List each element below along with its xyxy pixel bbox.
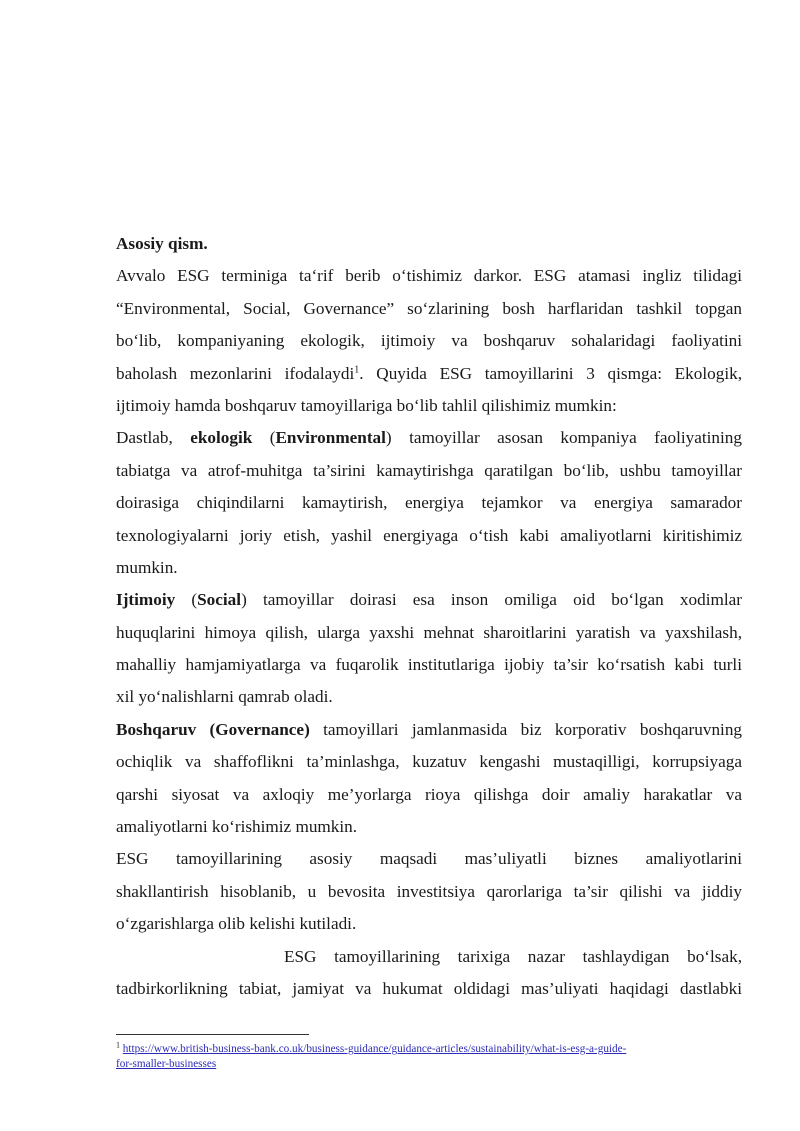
text-line xyxy=(116,358,742,390)
bold-term: Boshqaruv (Governance) xyxy=(116,719,310,739)
bold-term: Environmental xyxy=(275,428,386,448)
text-line: ESG tamoyillarining asosiy maqsadi mas’uliyatli biznes amaliyotlarini xyxy=(116,849,742,869)
text-line: doirasiga chiqindilarni kamaytirish, energiya tejamkor va energiya samarador xyxy=(116,493,742,513)
text-line: bo‘lib, kompaniyaning ekologik, ijtimoiy va boshqaruv sohalaridagi faoliyatini xyxy=(116,331,742,351)
footnote-reference[interactable]: 1 xyxy=(354,363,360,375)
bold-term: ekologik xyxy=(190,428,253,448)
text-line: Avvalo ESG terminiga ta‘rif berib o‘tishimiz darkor. ESG atamasi ingliz tilidagi xyxy=(116,266,742,286)
text-line: texnologiyalarni joriy etish, yashil energiyaga o‘tish kabi amaliyotlarni kiritishimiz xyxy=(116,525,742,545)
text-line xyxy=(116,714,742,746)
text-line: amaliyotlarni ko‘rishimiz mumkin. xyxy=(116,817,358,837)
text-line: shakllantirish hisoblanib, u bevosita investitsiya qarorlariga ta’sir qilishi va jiddiy xyxy=(116,881,742,901)
paragraph-governance xyxy=(116,714,742,844)
footnote xyxy=(116,1042,742,1072)
footnote-number: 1 xyxy=(116,1040,120,1050)
footnote-link-line: https://www.british-business-bank.co.uk/business-guidance/guidance-articles/sustainability/what-is-esg-a-guide- xyxy=(122,1043,627,1055)
text-line: ochiqlik va shaffoflikni ta’minlashga, kuzatuv kengashi mustaqilligi, korrupsiyaga xyxy=(116,752,742,772)
text-line: xil yo‘nalishlarni qamrab oladi. xyxy=(116,687,333,707)
text-span: ( xyxy=(175,590,198,610)
text-line: “Environmental, Social, Governance” so‘zlarining bosh harflaridan tashkil topgan xyxy=(116,298,742,318)
document-body xyxy=(116,228,742,1005)
section-heading: Asosiy qism. xyxy=(116,234,208,253)
text-line: tabiatga va atrof-muhitga ta’sirini kamaytirishga qaratilgan bo‘lib, ushbu tamoyillar xyxy=(116,460,742,480)
text-line: ESG tamoyillarining tarixiga nazar tashlaydigan bo‘lsak, xyxy=(284,946,742,966)
text-span: tamoyillari jamlanmasida biz korporativ boshqaruvning xyxy=(309,719,743,739)
footnote-separator xyxy=(116,1034,309,1035)
bold-term: Social xyxy=(197,590,242,610)
paragraph-esg-definition xyxy=(116,260,742,422)
text-span: baholash mezonlarini ifodalaydi xyxy=(116,363,355,383)
text-line: tadbirkorlikning tabiat, jamiyat va hukumat oldidagi mas’uliyati haqidagi dastlabki xyxy=(116,978,742,998)
footnote-link-line: for-smaller-businesses xyxy=(116,1058,217,1070)
text-line: o‘zgarishlarga olib kelishi kutiladi. xyxy=(116,914,357,934)
text-line: mahalliy hamjamiyatlarga va fuqarolik institutlariga ijobiy ta’sir ko‘rsatish kabi turli xyxy=(116,655,742,675)
text-span: ) tamoyillar asosan kompaniya faoliyatining xyxy=(385,428,742,448)
text-line: ijtimoiy hamda boshqaruv tamoyillariga bo‘lib tahlil qilishimiz mumkin: xyxy=(116,395,617,415)
text-line xyxy=(116,422,742,454)
text-span: . Quyida ESG tamoyillarini 3 qismga: Ekologik, xyxy=(359,363,742,383)
paragraph-social xyxy=(116,584,742,714)
text-line: huquqlarini himoya qilish, ularga yaxshi mehnat sharoitlarini yaratish va yaxshilash, xyxy=(116,622,742,642)
text-line: mumkin. xyxy=(116,557,178,577)
bold-term: Ijtimoiy xyxy=(116,590,176,610)
footnote-link[interactable] xyxy=(116,1043,626,1070)
text-line: qarshi siyosat va axloqiy me’yorlarga rioya qilishga doir amaliy harakatlar va xyxy=(116,784,742,804)
paragraph-esg-goal xyxy=(116,843,742,940)
text-line xyxy=(116,584,742,616)
text-span: ( xyxy=(252,428,276,448)
paragraph-environmental xyxy=(116,422,742,584)
text-span: ) tamoyillar doirasi esa inson omiliga oid bo‘lgan xodimlar xyxy=(241,590,742,610)
paragraph-esg-history xyxy=(116,941,742,1006)
text-span: Dastlab, xyxy=(116,428,191,448)
